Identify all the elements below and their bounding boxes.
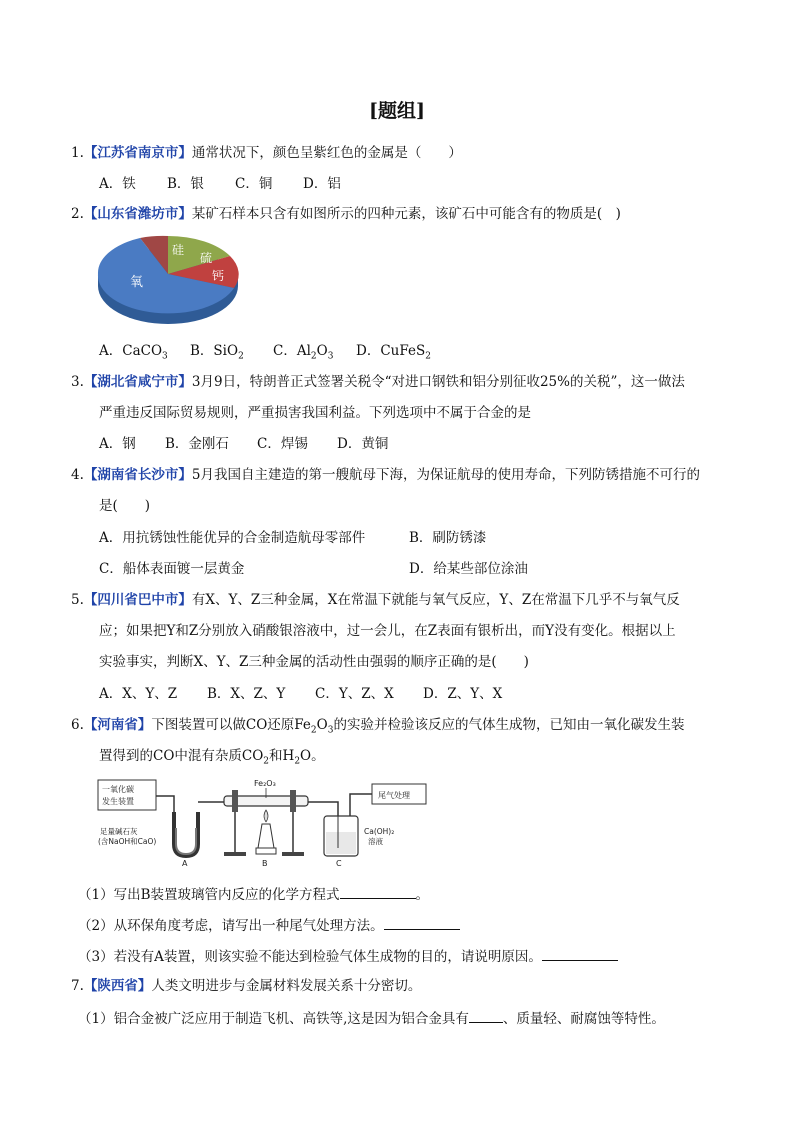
source-tag: 【湖南省长沙市】 — [83, 467, 192, 483]
label-a: A — [182, 859, 188, 866]
option-c: C．焊锡 — [257, 436, 308, 452]
question-number: 5. — [71, 592, 84, 608]
connecting-tube — [156, 796, 174, 812]
question-number: 6. — [71, 717, 84, 733]
answer-blank[interactable] — [384, 915, 460, 930]
fe2o3-label: Fe₂O₃ — [254, 779, 276, 788]
absorbent-label: 足量碱石灰 — [100, 827, 138, 836]
question-6-sub-3: （3）若没有A装置，则该实验不能达到检验气体生成物的目的，请说明原因。 — [78, 946, 618, 966]
question-7 — [71, 977, 421, 995]
question-number: 1. — [71, 145, 84, 161]
option-b: B．金刚石 — [165, 436, 229, 452]
question-4-options-row-1 — [99, 529, 486, 547]
question-text: 人类文明进步与金属材料发展关系十分密切。 — [151, 978, 422, 994]
question-4-line-2: 是( ) — [99, 498, 151, 514]
question-6-sub-1: （1）写出B装置玻璃管内反应的化学方程式 。 — [78, 884, 429, 904]
question-4-options-row-2 — [99, 560, 528, 578]
caoh2-label-2: 溶液 — [368, 837, 383, 846]
option-c: C．船体表面镀一层黄金 — [99, 561, 245, 577]
source-tag: 【河南省】 — [83, 717, 152, 733]
element-pie-chart — [96, 226, 242, 330]
option-b: B．SiO$_2$ — [190, 343, 244, 362]
question-3-line-2: 严重违反国际贸易规则，严重损害我国利益。下列选项中不属于合金的是 — [99, 405, 531, 421]
option-d: D．给某些部位涂油 — [409, 561, 528, 577]
option-b: B．X、Z、Y — [207, 686, 286, 702]
question-1 — [71, 144, 462, 162]
source-tag: 【四川省巴中市】 — [83, 592, 192, 608]
source-tag: 【山东省潍坊市】 — [83, 206, 192, 222]
option-a: A．铁 — [99, 176, 136, 192]
question-text: 有X、Y、Z三种金属，X在常温下就能与氧气反应，Y、Z在常温下几乎不与氧气反 — [191, 592, 680, 608]
question-number: 4. — [71, 467, 84, 483]
alcohol-lamp — [258, 824, 274, 848]
question-5-line-3: 实验事实，判断X、Y、Z三种金属的活动性由强弱的顺序正确的是( ) — [99, 654, 529, 670]
source-tag: 【江苏省南京市】 — [83, 145, 192, 161]
question-number: 3. — [71, 374, 84, 390]
answer-blank[interactable] — [469, 1008, 503, 1023]
option-a: A．用抗锈蚀性能优异的合金制造航母零部件 — [99, 530, 366, 546]
option-c: C．Y、Z、X — [315, 686, 394, 702]
question-2-options — [99, 342, 431, 366]
absorbent-label-2: (含NaOH和CaO) — [98, 837, 157, 846]
option-c: C．铜 — [235, 176, 273, 192]
page-title: [题组] — [369, 100, 425, 122]
question-5 — [71, 591, 680, 609]
question-5-line-2: 应；如果把Y和Z分别放入硝酸银溶液中，过一会儿，在Z表面有银析出，而Y没有变化。根据以上 — [99, 623, 676, 639]
option-d: D．黄铜 — [337, 436, 389, 452]
source-tag: 【湖北省咸宁市】 — [83, 374, 192, 390]
caoh2-label: Ca(OH)₂ — [364, 827, 395, 836]
question-number: 7. — [71, 978, 84, 994]
question-text: 5月我国自主建造的第一艘航母下海，为保证航母的使用寿命，下列防锈措施不可行的 — [191, 467, 700, 483]
option-d: D．铝 — [303, 176, 341, 192]
question-text: 通常状况下，颜色呈紫红色的金属是（ ） — [191, 145, 462, 161]
co-generator-label-2: 发生装置 — [102, 797, 134, 806]
question-2 — [71, 205, 621, 223]
tail-gas-label: 尾气处理 — [378, 791, 410, 800]
pie-label-calcium: 钙 — [212, 269, 225, 283]
question-1-options — [99, 175, 341, 193]
question-6-line-2: 置得到的CO中混有杂质$CO_2$和$H_2O$。 — [99, 748, 325, 767]
pie-label-silicon: 硅 — [172, 243, 185, 257]
co-generator-label: 一氧化碳 — [102, 785, 134, 794]
option-a: A．X、Y、Z — [99, 686, 178, 702]
question-6: 6.【河南省】下图装置可以做CO还原$Fe_2O_3$的实验并检验该反应的气体生成物，已知由一氧化碳发生装 — [71, 717, 685, 736]
label-b: B — [262, 859, 268, 866]
answer-blank[interactable] — [340, 884, 416, 899]
pie-label-sulfur: 硫 — [200, 251, 213, 265]
question-6-sub-2: （2）从环保角度考虑，请写出一种尾气处理方法。 — [78, 915, 460, 935]
question-text: 某矿石样本只含有如图所示的四种元素，该矿石中可能含有的物质是( ) — [191, 206, 621, 222]
apparatus-figure — [96, 772, 430, 866]
option-a: A．CaCO$_3$ — [99, 343, 168, 362]
option-b: B．刷防锈漆 — [409, 530, 487, 546]
option-b: B．银 — [167, 176, 204, 192]
question-3-options — [99, 435, 388, 453]
question-3 — [71, 373, 685, 391]
question-5-options — [99, 685, 502, 703]
question-text: 3月9日，特朗普正式签署关税令“对进口钢铁和铝分别征收25%的关税”，这一做法 — [191, 374, 685, 390]
question-4 — [71, 466, 700, 484]
option-d: D．Z、Y、X — [423, 686, 503, 702]
question-7-sub-1: （1）铝合金被广泛应用于制造飞机、高铁等,这是因为铝合金具有 、质量轻、耐腐蚀等特性。 — [78, 1008, 665, 1028]
option-a: A．钢 — [99, 436, 136, 452]
option-c: C．$Al_2O_3$ — [273, 343, 334, 362]
question-number: 2. — [71, 206, 84, 222]
flame — [264, 810, 268, 822]
pie-label-oxygen: 氧 — [130, 275, 144, 290]
label-c: C — [336, 859, 342, 866]
source-tag: 【陕西省】 — [83, 978, 152, 994]
option-d: D．CuFeS$_2$ — [356, 343, 431, 362]
answer-blank[interactable] — [542, 946, 618, 961]
